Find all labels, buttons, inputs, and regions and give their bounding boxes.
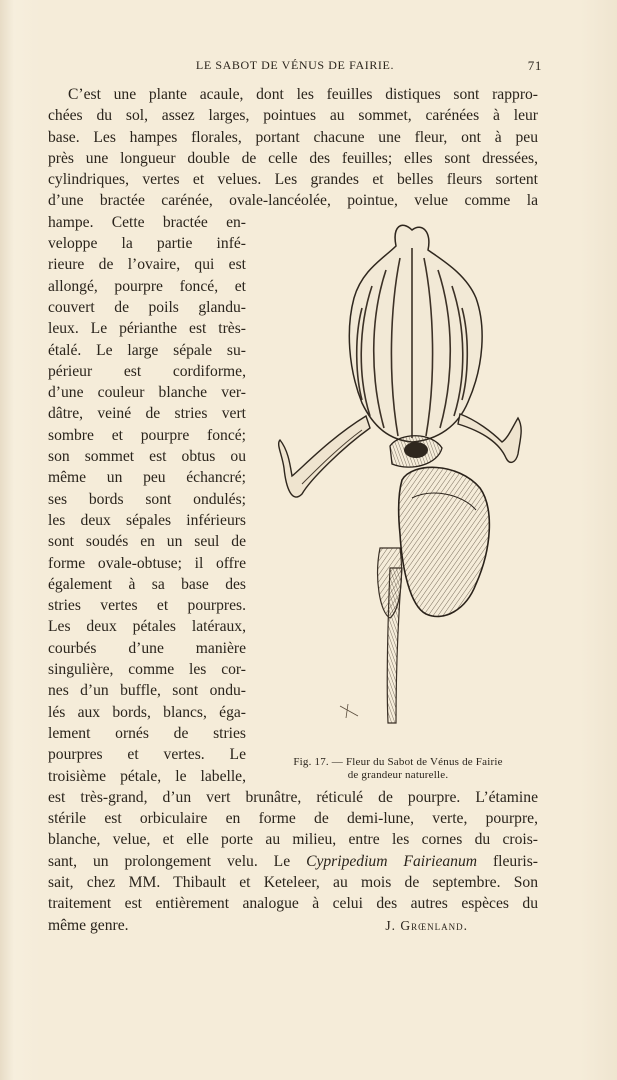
- text-line: singulière, comme les cor-: [48, 661, 246, 679]
- text-line: allongé, pourpre foncé, et: [48, 277, 246, 295]
- text-line: base. Les hampes florales, portant chacune une fleur, ont à peu: [48, 128, 538, 146]
- closing-line: [48, 915, 538, 936]
- text-line: C’est une plante acaule, dont les feuilles distiques sont rappro-: [68, 86, 538, 103]
- text-line: est très-grand, d’un vert brunâtre, réticulé de pourpre. L’étamine: [48, 788, 538, 806]
- caption-line: [262, 756, 534, 769]
- engraver-mark: [340, 704, 358, 718]
- labellum: [399, 467, 490, 616]
- text-line: couvert de poils glandu-: [48, 298, 246, 316]
- caption-text: — Fleur du Sabot de Vénus de Fairie: [328, 756, 503, 768]
- text-line: troisième pétale, le labelle,: [48, 767, 246, 785]
- text-line: cylindriques, vertes et velues. Les grandes et belles fleurs sortent: [48, 171, 538, 189]
- text-line: son sommet est obtus ou: [48, 448, 246, 466]
- text-line: ses bords sont ondulés;: [48, 490, 246, 508]
- text-line-species: [48, 851, 538, 872]
- text-line: lés aux bords, blancs, éga-: [48, 703, 246, 721]
- text-line: rieure de l’ovaire, qui est: [48, 256, 246, 274]
- text-line: les deux sépales inférieurs: [48, 511, 246, 529]
- text-line: stries vertes et pourpres.: [48, 597, 246, 615]
- text-line: d’une bractée carénée, ovale-lancéolée, pointue, velue comme la: [48, 192, 538, 210]
- text-line: nes d’un buffle, sont ondu-: [48, 682, 246, 700]
- text-line: traitement est entièrement analogue à celui des autres espèces du: [48, 895, 538, 913]
- text-line: pourpres et vertes. Le: [48, 746, 246, 764]
- text-line: Les deux pétales latéraux,: [48, 618, 246, 636]
- caption-line: de grandeur naturelle.: [347, 769, 449, 781]
- text-line: forme ovale-obtuse; il offre: [48, 554, 246, 572]
- text-line: sait, chez MM. Thibault et Keteleer, au mois de septembre. Son: [48, 873, 538, 891]
- text-fragment: sant, un prolongement velu. Le: [48, 852, 291, 870]
- author-signature: J. Grœnland.: [385, 917, 468, 933]
- text-line: chées du sol, assez larges, pointues au sommet, carénées à leur: [48, 107, 538, 125]
- left-petal: [279, 416, 370, 497]
- species-name: Cypripedium Fairieanum: [306, 852, 478, 870]
- text-fragment: fleuris-: [477, 852, 538, 870]
- text-line: sont soudés en un seul de: [48, 533, 246, 551]
- figure-caption: [262, 756, 534, 782]
- text-line: dâtre, veiné de stries vert: [48, 405, 246, 423]
- figure-label: Fig. 17.: [293, 756, 329, 768]
- text-line: courbés d’une manière: [48, 639, 246, 657]
- text-line: même un peu échancré;: [48, 469, 246, 487]
- running-title: LE SABOT DE VÉNUS DE FAIRIE.: [195, 58, 395, 72]
- text-line: étalé. Le large sépale su-: [48, 341, 246, 359]
- text-line: lement ornés de stries: [48, 724, 246, 742]
- text-line: stérile est orbiculaire en forme de demi-lune, verte, pourpre,: [48, 810, 538, 828]
- text-line: d’une couleur blanche ver-: [48, 384, 246, 402]
- text-line: blanche, velue, et elle porte au milieu, entre les cornes du crois-: [48, 831, 538, 849]
- text-line: près une longueur double de celle des feuilles; elles sont dressées,: [48, 149, 538, 167]
- page-number: 71: [527, 58, 542, 73]
- text-line: périeur est cordiforme,: [48, 362, 246, 380]
- text-line: même genre.: [48, 916, 129, 934]
- text-line: veloppe la partie infé-: [48, 235, 246, 253]
- text-line: sombre et pourpre foncé;: [48, 426, 246, 444]
- orchid-illustration: [262, 218, 534, 758]
- text-line: également à sa base des: [48, 575, 246, 593]
- right-petal: [458, 414, 521, 462]
- text-line: leux. Le périanthe est très-: [48, 320, 246, 338]
- running-header: [48, 58, 542, 76]
- text-line: hampe. Cette bractée en-: [48, 213, 246, 231]
